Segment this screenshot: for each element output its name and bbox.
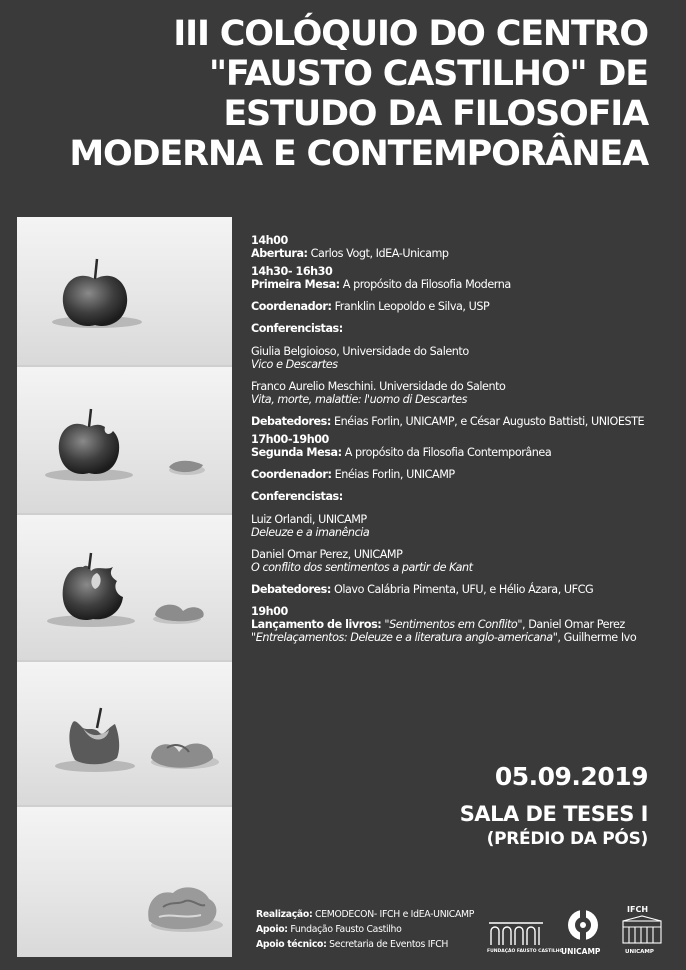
title-line-1: III COLÓQUIO DO CENTRO [173,14,648,54]
second-speaker-2-talk: O conflito dos sentimentos a partir de Kant [251,561,473,574]
event-room: SALA DE TESES I [459,802,648,826]
apple-core-icon [17,662,232,807]
photo-half-eaten-apple [17,515,232,662]
fundacao-logo-text: FUNDAÇÃO FAUSTO CASTILHO [487,949,564,954]
program-opening [251,234,681,260]
launch-book-2-pre: " [251,631,256,644]
support: Fundação Fausto Castilho [287,924,402,935]
first-table-speakers-label [251,322,681,335]
tech-support: Secretaria de Eventos IFCH [326,939,449,950]
event-date: 05.09.2019 [494,762,648,791]
first-debaters: Enéias Forlin, UNICAMP, e César Augusto Battisti, UNIOESTE [330,415,645,428]
poster-title [69,14,648,174]
ifch-building-icon [619,915,665,947]
title-line-4: MODERNA E CONTEMPORÂNEA [69,134,648,174]
first-table-header [251,265,681,291]
first-table-coordinator [251,300,681,313]
ifch-logo-subtitle: UNICAMP [625,949,654,955]
first-debaters-label: Debatedores: [251,415,331,428]
apple-whole-icon [17,217,232,367]
event-details [460,762,648,849]
second-coordinator: Enéias Forlin, UNICAMP [331,468,455,481]
first-table-speaker-2 [251,380,681,406]
second-debaters-label: Debatedores: [251,583,331,596]
second-debaters: Olavo Calábria Pimenta, UFU, e Hélio Ázara, UFCG [330,583,594,596]
second-table-speakers-label [251,490,681,503]
realization-label: Realização: [256,909,313,920]
first-speaker-2-talk: Vita, morte, malattie: l'uomo di Descartes [251,393,467,406]
book-launch [251,605,681,644]
tech-support-label: Apoio técnico: [256,939,327,950]
program-schedule [251,234,681,653]
first-table-speaker-1 [251,345,681,371]
first-speaker-1: Giulia Belgioioso, Universidade do Salento [251,345,469,358]
second-table-debaters [251,583,681,596]
first-table-text: A propósito da Filosofia Moderna [339,278,511,291]
launch-time: 19h00 [251,605,288,618]
fundacao-logo [487,919,564,955]
launch-book-1-post: ", Daniel Omar Perez [517,618,625,631]
opening-text: Carlos Vogt, IdEA-Unicamp [307,247,449,260]
photo-bitten-apple [17,367,232,515]
first-coordinator-label: Coordenador: [251,300,332,313]
unicamp-logo-text: UNICAMP [561,947,601,956]
second-table-header [251,433,681,459]
second-speaker-1: Luiz Orlandi, UNICAMP [251,513,367,526]
second-coordinator-label: Coordenador: [251,468,332,481]
arches-icon [487,919,545,947]
apple-bitten-icon [17,367,232,515]
support-label: Apoio: [256,924,288,935]
first-speaker-2: Franco Aurelio Meschini. Universidade do Salento [251,380,506,393]
unicamp-emblem-icon [559,909,607,945]
unicamp-logo [559,909,607,959]
first-speakers-label: Conferencistas: [251,322,343,335]
event-building: (PRÉDIO DA PÓS) [486,829,648,849]
opening-label: Abertura: [251,247,308,260]
launch-book-1-pre: " [381,618,390,631]
photo-apple-core [17,662,232,807]
second-table-time: 17h00-19h00 [251,433,329,446]
title-line-2: "FAUSTO CASTILHO" DE [208,54,648,94]
photo-apple-remains [17,807,232,957]
first-coordinator: Franklin Leopoldo e Silva, USP [331,300,490,313]
first-table-time: 14h30- 16h30 [251,265,333,278]
second-speakers-label: Conferencistas: [251,490,343,503]
first-table-debaters [251,415,681,428]
ifch-logo [619,905,665,960]
launch-book-2-post: ", Guilherme Ivo [552,631,637,644]
second-table-text: A propósito da Filosofia Contemporânea [341,446,552,459]
opening-time: 14h00 [251,234,288,247]
sponsor-logos [487,905,667,960]
second-table-speaker-1 [251,513,681,539]
launch-book-1-title: Sentimentos em Conflito [389,618,518,631]
title-line-3: ESTUDO DA FILOSOFIA [223,94,648,134]
photo-whole-apple [17,217,232,367]
first-speaker-1-talk: Vico e Descartes [251,358,338,371]
first-table-label: Primeira Mesa: [251,278,340,291]
ifch-logo-title: IFCH [627,905,649,914]
apple-half-eaten-icon [17,515,232,662]
realization: CEMODECON- IFCH e IdEA-UNICAMP [312,909,475,920]
apple-photo-strip [17,217,232,957]
second-table-speaker-2 [251,548,681,574]
second-speaker-2: Daniel Omar Perez, UNICAMP [251,548,403,561]
second-speaker-1-talk: Deleuze e a imanência [251,526,370,539]
launch-book-2-title: Entrelaçamentos: Deleuze e a literatura anglo-americana [255,631,553,644]
launch-label: Lançamento de livros: [251,618,382,631]
apple-remains-icon [17,807,232,957]
second-table-coordinator [251,468,681,481]
second-table-label: Segunda Mesa: [251,446,342,459]
credits [256,907,474,952]
